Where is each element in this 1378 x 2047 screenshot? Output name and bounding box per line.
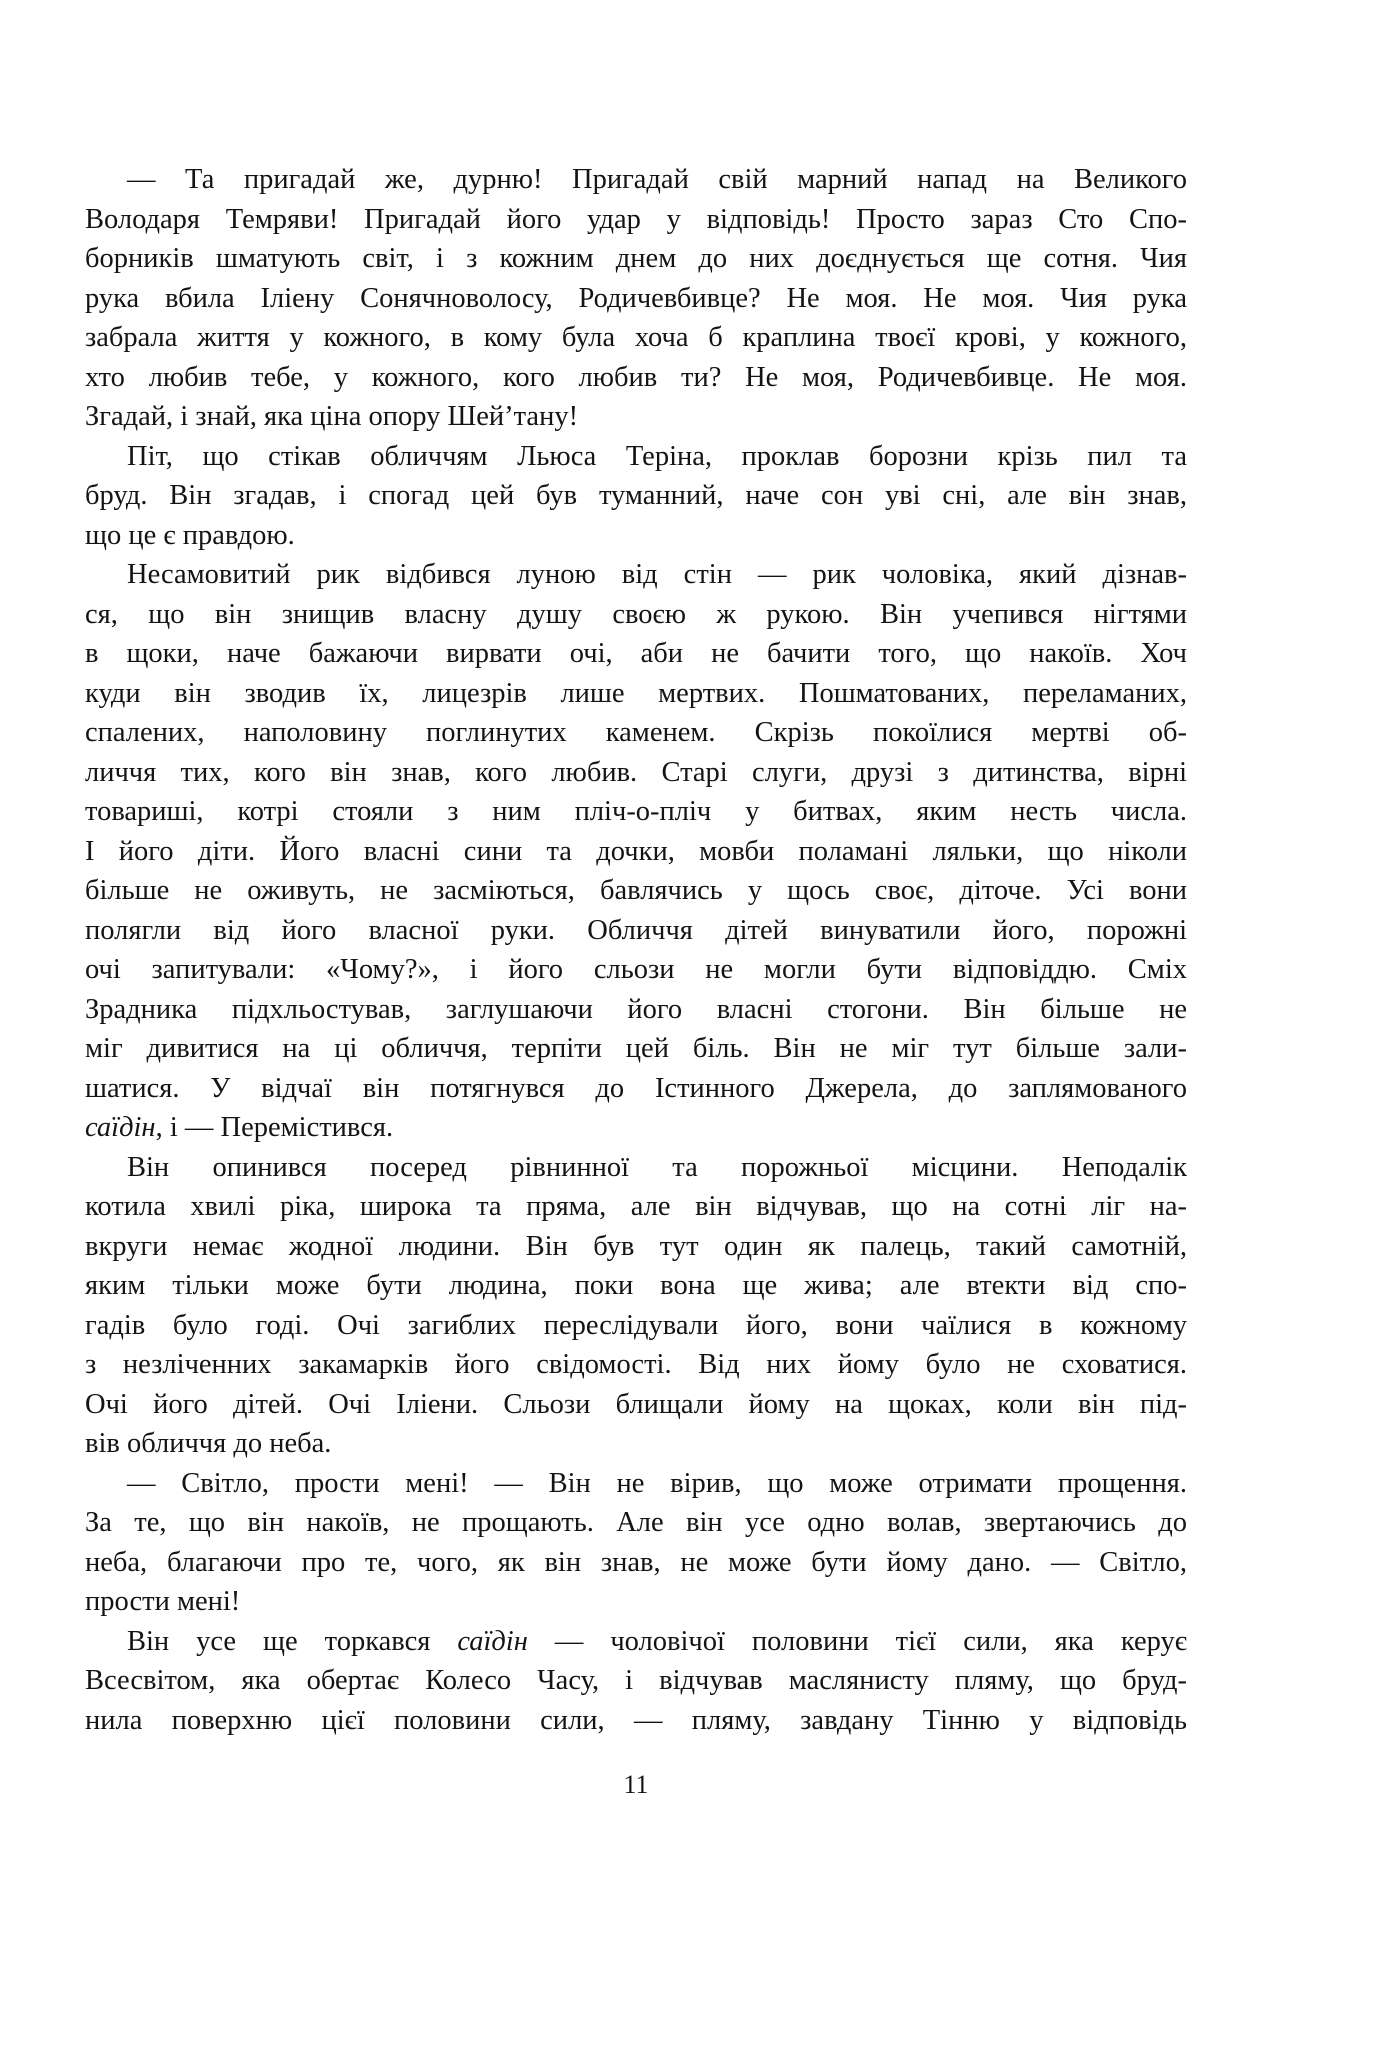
text-line: Володаря Темряви! Пригадай його удар у відповідь! Просто зараз Сто Спо- — [85, 203, 1187, 235]
text-line: прости мені! — [85, 1586, 241, 1617]
text-line: бруд. Він згадав, і спогад цей був туманний, наче сон уві сні, але він знав, — [85, 480, 1187, 511]
text-line: в щоки, наче бажаючи вирвати очі, аби не бачити того, що накоїв. Хоч — [85, 638, 1187, 669]
text-line: хто любив тебе, у кожного, кого любив ти? Не моя, Родичевбивце. Не моя. — [85, 361, 1187, 393]
text-line: борників шматують світ, і з кожним днем до них доєднується ще сотня. Чия — [85, 243, 1187, 274]
text-line: нила поверхню цієї половини сили, — пляму, завдану Тінню у відповідь — [85, 1704, 1187, 1736]
text-line: — Світло, прости мені! — Він не вірив, що може отримати прощення. — [127, 1467, 1187, 1499]
text-line: рука вбила Іліену Сонячноволосу, Родичевбивце? Не моя. Не моя. Чия рука — [85, 282, 1187, 314]
text-line: полягли від його власної руки. Обличчя дітей винуватили його, порожні — [85, 914, 1187, 946]
text-line: Згадай, і знай, яка ціна опору Шей’тану! — [85, 401, 579, 432]
text-line: Зрадника підхльостував, заглушаючи його власні стогони. Він більше не — [85, 993, 1187, 1025]
text-block — [85, 160, 1187, 1740]
text-line: більше не оживуть, не засміються, бавлячись у щось своє, діточе. Усі вони — [85, 875, 1187, 906]
text-line: ся, що він знищив власну душу своєю ж рукою. Він учепився нігтями — [85, 598, 1187, 630]
text-line: саїдін, і — Перемістився. — [85, 1112, 394, 1143]
text-line: куди він зводив їх, лицезрів лише мертвих. Пошматованих, переламаних, — [85, 677, 1187, 709]
page-number: 11 — [623, 1770, 649, 1799]
text-line: За те, що він накоїв, не прощають. Але він усе одно волав, звертаючись до — [85, 1507, 1187, 1538]
text-line: очі запитували: «Чому?», і його сльози не могли бути відповіддю. Сміх — [85, 954, 1187, 985]
text-line: товариші, котрі стояли з ним пліч-о-пліч у битвах, яким несть числа. — [85, 796, 1187, 827]
text-line: яким тільки може бути людина, поки вона ще жива; але втекти від спо- — [85, 1270, 1187, 1301]
text-line: шатися. У відчаї він потягнувся до Істинного Джерела, до заплямованого — [85, 1072, 1187, 1104]
text-line: Всесвітом, яка обертає Колесо Часу, і відчував маслянисту пляму, що бруд- — [85, 1665, 1187, 1696]
text-line: міг дивитися на ці обличчя, терпіти цей біль. Він не міг тут більше зали- — [85, 1033, 1187, 1064]
text-line: спалених, наполовину поглинутих каменем. Скрізь покоїлися мертві об- — [85, 717, 1187, 748]
text-line: І його діти. Його власні сини та дочки, мовби поламані ляльки, що ніколи — [85, 835, 1187, 867]
text-line: Очі його дітей. Очі Іліени. Сльози блищали йому на щоках, коли він під- — [85, 1388, 1187, 1420]
text-line: гадів було годі. Очі загиблих переслідували його, вони чаїлися в кожному — [85, 1309, 1187, 1341]
text-line: Піт, що стікав обличчям Льюса Теріна, проклав борозни крізь пил та — [127, 440, 1187, 472]
text-line: Несамовитий рик відбився луною від стін — рик чоловіка, який дізнав- — [127, 559, 1187, 590]
text-line: вкруги немає жодної людини. Він був тут один як палець, такий самотній, — [85, 1230, 1187, 1262]
text-line: вів обличчя до неба. — [85, 1428, 332, 1459]
text-line: Він опинився посеред рівнинної та порожньої місцини. Неподалік — [127, 1151, 1187, 1183]
text-line: Він усе ще торкався саїдін — чоловічої половини тієї сили, яка керує — [127, 1625, 1187, 1657]
text-line: котила хвилі ріка, широка та пряма, але він відчував, що на сотні ліг на- — [85, 1191, 1187, 1222]
text-line: — Та пригадай же, дурню! Пригадай свій марний напад на Великого — [127, 164, 1187, 195]
text-line: неба, благаючи про те, чого, як він знав, не може бути йому дано. — Світло, — [85, 1546, 1187, 1578]
text-line: забрала життя у кожного, в кому була хоча б краплина твоєї крові, у кожного, — [85, 322, 1187, 353]
text-line: личчя тих, кого він знав, кого любив. Старі слуги, друзі з дитинства, вірні — [85, 756, 1187, 788]
text-line: що це є правдою. — [85, 519, 295, 551]
text-line: з незліченних закамарків його свідомості. Від них йому було не сховатися. — [85, 1349, 1187, 1380]
